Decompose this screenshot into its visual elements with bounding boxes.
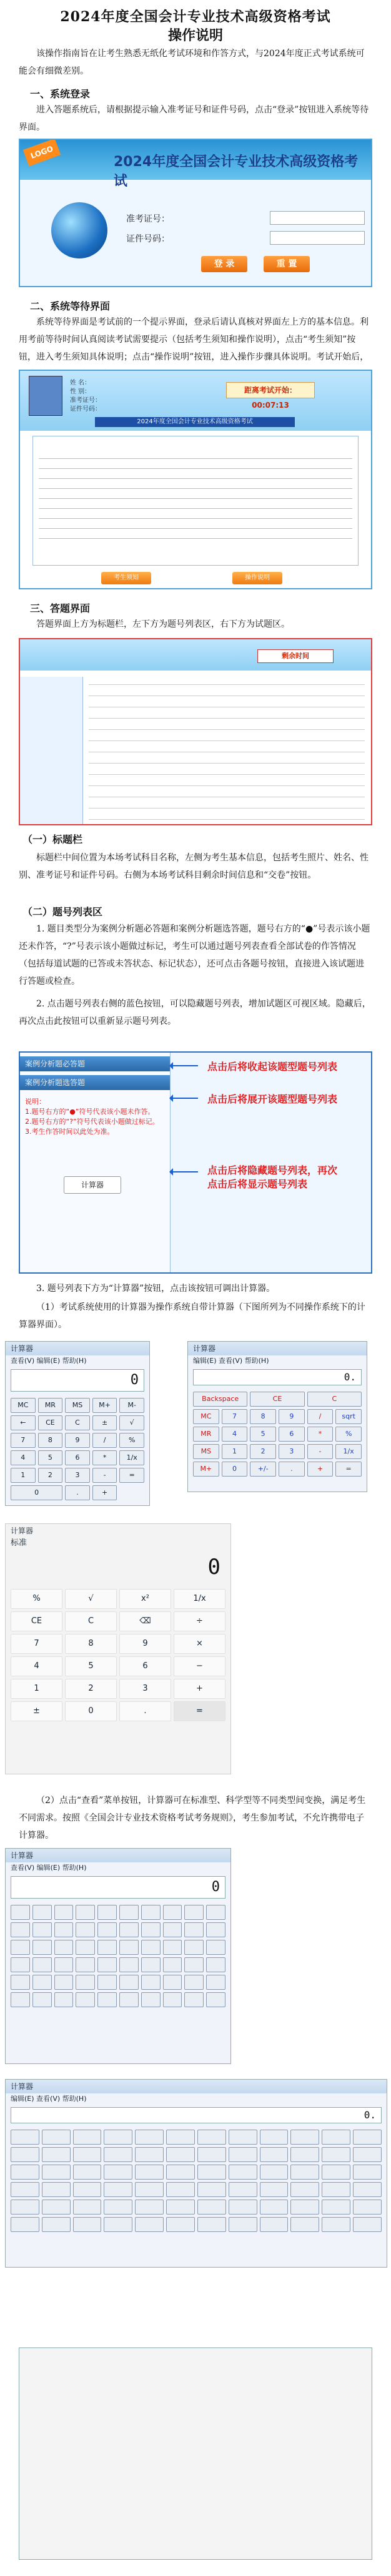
annotation-expand: 点击后将展开该题型题号列表: [207, 1093, 338, 1105]
document-title: 2024年度全国会计专业技术高级资格考试: [60, 9, 331, 25]
calc-key[interactable]: [163, 1940, 182, 1955]
calc-key[interactable]: [73, 2217, 102, 2232]
calc-key[interactable]: 0: [65, 1701, 117, 1721]
calculator-menu[interactable]: 编辑(E) 查看(V) 帮助(H): [193, 1357, 269, 1365]
calc-key[interactable]: [322, 2165, 350, 2180]
legend-line-1: 1.题号右方的“●”符号代表该小题未作答。: [25, 1108, 155, 1116]
calc-key[interactable]: [135, 2217, 164, 2232]
calc-key[interactable]: %: [11, 1589, 62, 1609]
calculator-keypad: [188, 1388, 367, 1480]
calc-key[interactable]: [54, 1922, 74, 1937]
calc-key[interactable]: [97, 1905, 117, 1920]
calc-key[interactable]: [260, 2182, 289, 2197]
calc-key[interactable]: [32, 1975, 52, 1990]
calc-key[interactable]: /: [307, 1409, 334, 1424]
calculator-title: 计算器: [6, 1342, 149, 1355]
calc-key[interactable]: [229, 2147, 257, 2162]
calc-key[interactable]: %: [119, 1433, 144, 1448]
calculator-menu[interactable]: 编辑(E) 查看(V) 帮助(H): [11, 2095, 87, 2103]
calc-key[interactable]: 7: [11, 1433, 36, 1448]
calc-key[interactable]: 1/x: [174, 1589, 225, 1609]
calculator-button[interactable]: 计算器: [64, 1176, 121, 1194]
arrow-icon: [173, 1171, 198, 1172]
calc-key[interactable]: 4: [222, 1427, 248, 1442]
calc-key[interactable]: ±: [92, 1415, 117, 1430]
calc-key[interactable]: [322, 2130, 350, 2145]
calc-key[interactable]: [42, 2147, 71, 2162]
legend-title: 说明：: [25, 1098, 46, 1106]
calc-key[interactable]: M+: [92, 1398, 117, 1413]
calculator-menu[interactable]: 查看(V) 编辑(E) 帮助(H): [11, 1864, 87, 1872]
calc-key[interactable]: 4: [11, 1450, 36, 1465]
calc-key[interactable]: [260, 2217, 289, 2232]
calc-key[interactable]: C: [65, 1415, 90, 1430]
calc-key[interactable]: [135, 2147, 164, 2162]
calc-key[interactable]: CE: [38, 1415, 63, 1430]
calc-key[interactable]: [290, 2200, 319, 2215]
globe-icon: [51, 202, 107, 258]
calc-key[interactable]: .: [119, 1701, 171, 1721]
title-bar-paragraph: 标题栏中间位置为本场考试科目名称，左侧为考生基本信息，包括考生照片、姓名、性别、准考证号和证件号码。右侧为本场考试科目剩余时间信息和“交卷”按钮。: [19, 853, 369, 880]
calc-key[interactable]: [197, 2165, 226, 2180]
calc-key[interactable]: [11, 1940, 30, 1955]
calc-key[interactable]: 5: [65, 1656, 117, 1676]
calc-key[interactable]: −: [174, 1656, 225, 1676]
calc-key[interactable]: [322, 2217, 350, 2232]
calc-key[interactable]: [11, 1922, 30, 1937]
calc-key[interactable]: [197, 2130, 226, 2145]
calculator-display: 0: [11, 1876, 225, 1899]
calculator-menu[interactable]: 查看(V) 编辑(E) 帮助(H): [11, 1357, 87, 1365]
calculator-scientific-xp: [5, 2079, 387, 2268]
calc-key[interactable]: [119, 1975, 139, 1990]
reset-button[interactable]: 重 置: [264, 256, 310, 272]
calculator-paragraph-2: （1）考试系统使用的计算器为操作系统自带计算器（下图所列为不同操作系统下的计算器界面）。: [19, 1302, 365, 1330]
annotation-hide-show-line-2: 点击后将显示题号列表: [207, 1178, 308, 1190]
calculator-standard-right: [187, 1341, 367, 1492]
waiting-screenshot: [19, 370, 372, 589]
calculator-standard-left: [5, 1341, 150, 1506]
calc-key[interactable]: [104, 2217, 132, 2232]
calc-key[interactable]: [260, 2130, 289, 2145]
calc-key[interactable]: [42, 2130, 71, 2145]
section-heading-waiting: 二、系统等待界面: [30, 300, 111, 312]
calc-key[interactable]: +/-: [250, 1462, 276, 1477]
calc-key[interactable]: [141, 1905, 161, 1920]
arrow-icon: [173, 1098, 198, 1099]
calc-key-equals[interactable]: =: [174, 1701, 225, 1721]
calc-key[interactable]: -: [92, 1468, 117, 1483]
calc-key[interactable]: [290, 2130, 319, 2145]
calc-key[interactable]: [11, 2130, 39, 2145]
calc-key[interactable]: -: [307, 1444, 334, 1459]
calc-key[interactable]: [206, 1922, 225, 1937]
subheading-question-list: （二）题号列表区: [22, 906, 103, 918]
calc-key[interactable]: +: [307, 1462, 334, 1477]
calc-key[interactable]: +: [92, 1485, 117, 1500]
calc-key[interactable]: [166, 2130, 195, 2145]
calc-key[interactable]: 2: [250, 1444, 276, 1459]
calc-key[interactable]: [42, 2182, 71, 2197]
calc-key[interactable]: [184, 1922, 204, 1937]
calculator-keypad: [6, 1394, 149, 1504]
question-group-bar-1[interactable]: 案例分析题必答题: [20, 1056, 170, 1071]
calc-key[interactable]: [163, 1975, 182, 1990]
calc-key[interactable]: 7: [222, 1409, 248, 1424]
intro-paragraph: 该操作指南旨在让考生熟悉无纸化考试环境和作答方式，与2024年度正式考试系统可能会有细微差别。: [19, 49, 365, 76]
id-number-label: 证件号码：: [126, 234, 170, 244]
calc-key[interactable]: [184, 1957, 204, 1972]
calc-key[interactable]: [184, 1905, 204, 1920]
candidate-info-2: 性 别：: [70, 388, 91, 395]
calc-key[interactable]: 6: [65, 1450, 90, 1465]
calc-key[interactable]: [197, 2200, 226, 2215]
calc-key[interactable]: [184, 1940, 204, 1955]
calc-key[interactable]: 2: [38, 1468, 63, 1483]
calc-key[interactable]: [97, 1940, 117, 1955]
calc-key[interactable]: [97, 1957, 117, 1972]
calculator-scientific-win7: [5, 1848, 231, 2064]
calc-key[interactable]: MR: [193, 1427, 219, 1442]
calc-key[interactable]: MS: [193, 1444, 219, 1459]
calc-key[interactable]: [353, 2130, 382, 2145]
calc-key[interactable]: [229, 2182, 257, 2197]
calc-key[interactable]: [11, 2147, 39, 2162]
calc-key[interactable]: [166, 2200, 195, 2215]
calculator-paragraph-1: 3. 题号列表下方为“计算器”按钮，点击该按钮可调出计算器。: [36, 1284, 275, 1294]
calc-key[interactable]: [97, 1992, 117, 2007]
question-list-screenshot: [19, 1051, 372, 1274]
calculator-title: 计算器: [6, 2080, 387, 2093]
calc-key[interactable]: [119, 1905, 139, 1920]
calc-key[interactable]: [163, 1922, 182, 1937]
calc-key[interactable]: [163, 1992, 182, 2007]
calculator-display: 0.: [11, 2107, 382, 2123]
calc-key[interactable]: MC: [11, 1398, 36, 1413]
calc-key[interactable]: 4: [11, 1656, 62, 1676]
calc-key[interactable]: [290, 2182, 319, 2197]
calc-key[interactable]: 1: [11, 1679, 62, 1699]
calc-key[interactable]: [119, 1940, 139, 1955]
calc-key[interactable]: [322, 2200, 350, 2215]
calc-key[interactable]: ←: [11, 1415, 36, 1430]
calc-key-backspace[interactable]: Backspace: [193, 1392, 247, 1407]
calculator-modern: [5, 1523, 231, 1774]
calc-key[interactable]: [141, 1957, 161, 1972]
calc-key[interactable]: 8: [250, 1409, 276, 1424]
calc-key[interactable]: [141, 1940, 161, 1955]
calc-key[interactable]: 9: [65, 1433, 90, 1448]
calc-key[interactable]: C: [65, 1611, 117, 1631]
calculator-keypad: [6, 2126, 387, 2236]
calc-key[interactable]: 2: [65, 1679, 117, 1699]
calc-key[interactable]: 3: [65, 1468, 90, 1483]
calculator-paragraph-3: （2）点击“查看”菜单按钮，计算器可在标准型、科学型等不同类型间变换，满足考生不同需求。按照《全国会计专业技术资格考试考务规则》，考生参加考试，不允许携带电子计算器。: [19, 1796, 366, 1841]
calc-key[interactable]: 1/x: [335, 1444, 362, 1459]
candidate-info-3: 准考证号：: [70, 397, 101, 404]
calc-key[interactable]: [73, 2147, 102, 2162]
calc-key[interactable]: /: [92, 1433, 117, 1448]
calc-key[interactable]: .: [279, 1462, 305, 1477]
calc-key[interactable]: [76, 1975, 95, 1990]
notice-button[interactable]: 考生须知: [101, 572, 151, 584]
annotation-collapse: 点击后将收起该题型题号列表: [207, 1061, 338, 1073]
calc-key[interactable]: [104, 2147, 132, 2162]
calc-key[interactable]: 9: [119, 1634, 171, 1654]
calc-key[interactable]: [353, 2147, 382, 2162]
waiting-paragraph: 系统等待界面是考试前的一个提示界面，登录后请认真核对界面左上方的基本信息。利用考前等待时间认真阅读考试需要提示（包括考生须知和操作说明），点击“考生须知”按钮，进入考生须知具体说明；点击“操作说明”按钮，进入操作步骤具体说明。考试开始后，: [19, 317, 369, 362]
login-logo-tag: LOGO: [23, 139, 61, 166]
question-list-paragraph-2: 2. 点击题号列表右侧的蓝色按钮，可以隐藏题号列表，增加试题区可视区域。隐藏后，再次点击此按钮可以重新显示题号列表。: [19, 999, 371, 1026]
calc-key[interactable]: [197, 2217, 226, 2232]
calc-key[interactable]: [104, 2200, 132, 2215]
calc-key[interactable]: [322, 2182, 350, 2197]
calc-key[interactable]: 1/x: [119, 1450, 144, 1465]
calculator-title: 计算器: [6, 1524, 230, 1538]
calc-key[interactable]: 0: [222, 1462, 248, 1477]
calc-key[interactable]: [141, 1922, 161, 1937]
calc-key[interactable]: [135, 2130, 164, 2145]
calc-key[interactable]: [11, 2165, 39, 2180]
calc-key[interactable]: [353, 2165, 382, 2180]
calc-key-c[interactable]: C: [307, 1392, 362, 1407]
calculator-keypad: [6, 1585, 230, 1725]
calc-key[interactable]: [197, 2147, 226, 2162]
calc-key[interactable]: [54, 1957, 74, 1972]
calc-key[interactable]: [32, 1940, 52, 1955]
calc-key[interactable]: M-: [119, 1398, 144, 1413]
calc-key[interactable]: [11, 1957, 30, 1972]
calc-key[interactable]: [32, 1922, 52, 1937]
calc-key[interactable]: [104, 2182, 132, 2197]
calc-key[interactable]: x²: [119, 1589, 171, 1609]
calc-key[interactable]: [32, 1905, 52, 1920]
calc-key[interactable]: ⌫: [119, 1611, 171, 1631]
calc-key[interactable]: [73, 2182, 102, 2197]
calc-key[interactable]: [135, 2200, 164, 2215]
calc-key[interactable]: M+: [193, 1462, 219, 1477]
candidate-info-1: 姓 名：: [70, 380, 91, 386]
calculator-title: 计算器: [188, 1342, 367, 1355]
calc-key[interactable]: [104, 2130, 132, 2145]
calc-key[interactable]: MC: [193, 1409, 219, 1424]
calc-key[interactable]: [76, 1922, 95, 1937]
answer-content-area[interactable]: [89, 677, 365, 820]
login-screenshot: [19, 139, 372, 287]
calc-key[interactable]: 8: [38, 1433, 63, 1448]
calc-key[interactable]: 5: [250, 1427, 276, 1442]
login-paragraph: 进入答题系统后，请根据提示输入准考证号和证件号码，点击“登录”按钮进入系统等待界面。: [19, 105, 369, 132]
calc-key[interactable]: [73, 2165, 102, 2180]
login-button[interactable]: 登 录: [201, 256, 247, 272]
calc-key[interactable]: 1: [11, 1468, 36, 1483]
calc-key[interactable]: ×: [174, 1634, 225, 1654]
calc-key[interactable]: [260, 2147, 289, 2162]
calc-key[interactable]: [104, 2165, 132, 2180]
calc-key[interactable]: [32, 1957, 52, 1972]
calc-key[interactable]: [206, 1992, 225, 2007]
calculator-display: 0: [11, 1551, 225, 1583]
calc-key[interactable]: [197, 2182, 226, 2197]
calc-key[interactable]: [229, 2217, 257, 2232]
calc-key[interactable]: [73, 2130, 102, 2145]
calc-key[interactable]: [260, 2165, 289, 2180]
login-banner-title: 2024年度全国会计专业技术高级资格考试: [114, 154, 359, 189]
calc-key[interactable]: sqrt: [335, 1409, 362, 1424]
calc-key[interactable]: [166, 2182, 195, 2197]
calc-key[interactable]: *: [307, 1427, 334, 1442]
calc-key[interactable]: [290, 2147, 319, 2162]
candidate-info-4: 证件号码：: [70, 406, 101, 413]
annotation-hide-show-line-1: 点击后将隐藏题号列表，再次: [207, 1164, 338, 1176]
calc-key[interactable]: [119, 1957, 139, 1972]
exam-number-input[interactable]: [270, 211, 365, 225]
calc-key[interactable]: %: [335, 1427, 362, 1442]
scientific-calculator-screenshot-placeholder: [19, 2347, 372, 2560]
calc-key[interactable]: [166, 2147, 195, 2162]
calc-key[interactable]: [76, 1992, 95, 2007]
answer-timer: 剩余时间: [257, 649, 334, 663]
calc-key[interactable]: MR: [38, 1398, 63, 1413]
calc-key[interactable]: [11, 1905, 30, 1920]
answer-screenshot: [19, 638, 372, 825]
calc-key[interactable]: ±: [11, 1701, 62, 1721]
arrow-icon: [173, 1065, 198, 1066]
calc-key-ce[interactable]: CE: [250, 1392, 304, 1407]
subheading-title-bar: （一）标题栏: [22, 833, 83, 845]
calc-key[interactable]: [206, 1905, 225, 1920]
calc-key[interactable]: [11, 1992, 30, 2007]
question-list-paragraph-1: 1. 题目类型分为案例分析题必答题和案例分析题选答题，题号右方的“●”号表示该小题还未作答，“?”号表示该小题做过标记，考生可以通过题号列表查看全部试卷的作答情况（包括每道试题的已答或未答状态、标记状态），还可点击各题号按钮，直接进入该试题进行答题或检查。: [19, 924, 370, 986]
calc-key[interactable]: [206, 1957, 225, 1972]
calc-key[interactable]: [353, 2182, 382, 2197]
section-heading-answer: 三、答题界面: [30, 602, 91, 614]
calc-key[interactable]: [42, 2217, 71, 2232]
calc-key[interactable]: [166, 2217, 195, 2232]
calc-key[interactable]: [166, 2165, 195, 2180]
calc-key[interactable]: [54, 1975, 74, 1990]
calc-key[interactable]: [76, 1905, 95, 1920]
calc-key[interactable]: =: [335, 1462, 362, 1477]
calc-key[interactable]: [11, 2182, 39, 2197]
calc-key[interactable]: [119, 1992, 139, 2007]
calc-key[interactable]: [353, 2217, 382, 2232]
section-heading-login: 一、系统登录: [30, 88, 91, 100]
calc-key[interactable]: 7: [11, 1634, 62, 1654]
calc-key[interactable]: [73, 2200, 102, 2215]
calc-key[interactable]: [54, 1905, 74, 1920]
calc-key[interactable]: [11, 2200, 39, 2215]
calc-key[interactable]: [290, 2165, 319, 2180]
calc-key[interactable]: 1: [222, 1444, 248, 1459]
calc-key[interactable]: [76, 1940, 95, 1955]
calc-key[interactable]: 9: [279, 1409, 305, 1424]
operation-button[interactable]: 操作说明: [232, 572, 282, 584]
calc-key[interactable]: +: [174, 1679, 225, 1699]
id-number-input[interactable]: [270, 231, 365, 245]
calc-key[interactable]: .: [65, 1485, 90, 1500]
calc-key[interactable]: [322, 2147, 350, 2162]
calc-key[interactable]: [163, 1905, 182, 1920]
calc-key[interactable]: [32, 1992, 52, 2007]
calc-key[interactable]: 5: [38, 1450, 63, 1465]
calc-key[interactable]: [141, 1992, 161, 2007]
calc-key[interactable]: CE: [11, 1611, 62, 1631]
waiting-exam-strip: 2024年度全国会计专业技术高级资格考试: [95, 417, 295, 427]
calc-key[interactable]: 3: [279, 1444, 305, 1459]
calc-key[interactable]: [260, 2200, 289, 2215]
calc-key[interactable]: [135, 2165, 164, 2180]
calculator-title: 计算器: [6, 1849, 230, 1862]
calc-key[interactable]: [54, 1940, 74, 1955]
calc-key[interactable]: 8: [65, 1634, 117, 1654]
exam-number-label: 准考证号：: [126, 214, 170, 224]
calculator-display: 0: [11, 1369, 144, 1392]
calc-key[interactable]: [206, 1940, 225, 1955]
calc-key[interactable]: [353, 2200, 382, 2215]
calc-key[interactable]: 6: [279, 1427, 305, 1442]
calc-key[interactable]: [141, 1975, 161, 1990]
calc-key[interactable]: [54, 1992, 74, 2007]
calc-key[interactable]: 0: [11, 1485, 62, 1500]
calc-key[interactable]: [119, 1922, 139, 1937]
document-subtitle: 操作说明: [167, 27, 223, 44]
calc-key[interactable]: [229, 2200, 257, 2215]
question-group-bar-2[interactable]: 案例分析题选答题: [20, 1075, 170, 1090]
countdown-clock: 距离考试开始：00:07:13: [226, 382, 315, 398]
calculator-keypad: [6, 1901, 230, 2011]
calc-key[interactable]: [76, 1957, 95, 1972]
calc-key[interactable]: =: [119, 1468, 144, 1483]
calc-key[interactable]: [229, 2130, 257, 2145]
calc-key[interactable]: [206, 1975, 225, 1990]
calc-key[interactable]: [11, 2217, 39, 2232]
calc-key[interactable]: [184, 1975, 204, 1990]
calculator-display: 0.: [193, 1369, 362, 1385]
calc-key[interactable]: √: [65, 1589, 117, 1609]
candidate-photo: [29, 376, 62, 416]
calculator-mode-label[interactable]: 标准: [11, 1538, 27, 1548]
calc-key[interactable]: [42, 2200, 71, 2215]
calc-key[interactable]: MS: [65, 1398, 90, 1413]
legend-line-3: 3.考生作答时间以此处为准。: [25, 1128, 114, 1136]
notice-text-lines: [39, 452, 352, 546]
calc-key[interactable]: [229, 2165, 257, 2180]
calc-key[interactable]: [135, 2182, 164, 2197]
calc-key[interactable]: *: [92, 1450, 117, 1465]
legend-line-2: 2.题号右方的“?”符号代表该小题做过标记。: [25, 1118, 159, 1126]
calc-key[interactable]: [290, 2217, 319, 2232]
calc-key[interactable]: [97, 1975, 117, 1990]
calc-key[interactable]: [97, 1922, 117, 1937]
calc-key[interactable]: ÷: [174, 1611, 225, 1631]
calc-key[interactable]: [184, 1992, 204, 2007]
calc-key[interactable]: 6: [119, 1656, 171, 1676]
calc-key[interactable]: √: [119, 1415, 144, 1430]
answer-question-list[interactable]: [20, 677, 83, 825]
calc-key[interactable]: [163, 1957, 182, 1972]
answer-paragraph: 答题界面上方为标题栏，左下方为题号列表区，右下方为试题区。: [36, 619, 290, 629]
calc-key[interactable]: 3: [119, 1679, 171, 1699]
calc-key[interactable]: [11, 1975, 30, 1990]
calc-key[interactable]: [42, 2165, 71, 2180]
